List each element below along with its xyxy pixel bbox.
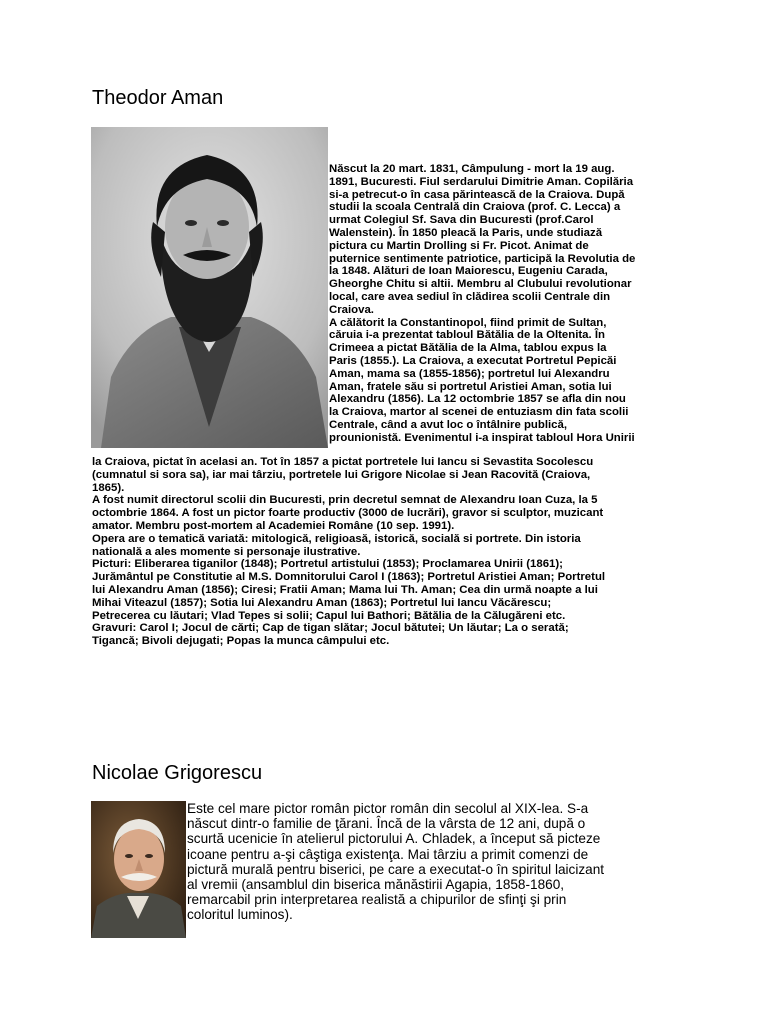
aman-bio-full: [92, 456, 605, 648]
bio-line: Petrecerea cu lăutari; Vlad Tepes si solii; Capul lui Bathori; Bătălia de la Călugăreni etc.: [92, 609, 566, 622]
aman-bio-right: [329, 163, 635, 445]
bio-line: Crimeea a pictat Bătălia de la Alma, tablou expus la: [329, 342, 607, 355]
bio-line: Născut la 20 mart. 1831, Câmpulung - mort la 19 aug.: [329, 163, 615, 175]
bio-line: 1891, Bucuresti. Fiul serdarului Dimitrie Aman. Copilăria: [329, 175, 634, 188]
bio-line: Tigancă; Bivoli dejugati; Popas la munca câmpului etc.: [92, 635, 390, 648]
bio-line: Aman, mama sa (1855-1856); portretul lui Alexandru: [329, 367, 610, 380]
bio-line: pictură murală pentru biserici, pe care a executat-o în spiritul laicizant: [187, 861, 605, 877]
bio-line: urmat Colegiul Sf. Sava din Bucuresti (prof.Carol: [329, 214, 594, 227]
bio-line: Gheorghe Chitu si altii. Membru al Clubului revolutionar: [329, 278, 632, 291]
bio-line: si-a petrecut-o în casa părintească de la Craiova. După: [329, 188, 625, 201]
bio-line: octombrie 1864. A fost un pictor foarte productiv (3000 de lucrări), gravor si sculptor, muzicant: [92, 507, 604, 520]
grigorescu-bio: [187, 801, 604, 923]
bio-line: Mihai Viteazul (1857); Sotia lui Alexandru Aman (1863); Portretul lui Iancu Văcărescu;: [92, 596, 552, 609]
bio-line: al vremii (ansamblul din biserica mănăstirii Agapia, 1858-1860,: [187, 876, 565, 892]
bio-line: Aman, fratele său si portretul Aristiei Aman, sotia lui: [329, 380, 612, 393]
aman-portrait: [91, 127, 328, 448]
bio-line: (cumnatul si sora sa), iar mai târziu, portretele lui Grigore Nicolae si Jean Racovită (Craiova,: [92, 468, 591, 481]
bio-line: Opera are o tematică variată: mitologică, religioasă, istorică, socială si portrete. Din istoria: [92, 532, 581, 545]
bio-line: Walenstein). În 1850 pleacă la Paris, unde studiază: [329, 226, 603, 239]
grigorescu-portrait: [91, 801, 186, 938]
bio-line: icoane pentru a-şi câştiga existenţa. Mai târziu a primit comenzi de: [187, 846, 589, 862]
bio-line: A călătorit la Constantinopol, fiind primit de Sultan,: [329, 316, 607, 329]
bio-line: local, care avea sediul în clădirea scolii Centrale din: [329, 290, 611, 303]
bio-line: studii la scoala Centrală din Craiova (prof. C. Lecca) a: [329, 201, 621, 214]
bio-line: Picturi: Eliberarea tiganilor (1848); Portretul artistului (1853); Proclamarea Unirii (1861);: [92, 558, 563, 571]
bio-line: născut dintr-o familie de ţărani. Încă de la vârsta de 12 ani, după o: [187, 816, 586, 832]
bio-line: Gravuri: Carol I; Jocul de cărti; Cap de tigan slătar; Jocul bătutei; Un lăutar; La o serată;: [92, 622, 569, 635]
bio-line: la 1848. Alături de Ioan Maiorescu, Eugeniu Carada,: [329, 265, 608, 278]
bio-line: la Craiova, pictat în acelasi an. Tot în 1857 a pictat portretele lui Iancu si Sevastita Socolescu: [92, 456, 594, 468]
bio-line: căruia i-a prezentat tabloul Bătălia de la Oltenita. În: [329, 329, 605, 342]
aman-title: Theodor Aman: [92, 87, 224, 109]
bio-line: 1865).: [92, 481, 125, 494]
bio-line: puternice sentimente patriotice, participă la Revolutia de: [329, 252, 636, 265]
grigorescu-title: Nicolae Grigorescu: [92, 762, 263, 784]
bio-line: natională a ales momente si personaje ilustrative.: [92, 545, 361, 558]
bio-line: coloritul luminos).: [187, 907, 293, 923]
bio-line: Centrale, când a avut loc o întâlnire publică,: [329, 418, 567, 431]
bio-line: la Craiova, martor al scenei de entuziasm din fata scolii: [329, 406, 629, 419]
bio-line: Jurământul pe Constitutie al M.S. Domnitorului Carol I (1863); Portretul Aristiei Aman; Portretul: [92, 571, 606, 584]
bio-line: Craiova.: [329, 303, 374, 316]
bio-line: remarcabil prin interpretarea realistă a chipurilor de sfinţi şi prin: [187, 892, 567, 908]
bio-line: Alexandru (1856). La 12 octombrie 1857 se afla din nou: [329, 393, 626, 406]
bio-line: scurtă ucenicie în atelierul pictorului A. Chladek, a început să picteze: [187, 831, 601, 847]
bio-line: pictura cu Martin Drolling si Fr. Picot. Animat de: [329, 239, 589, 252]
bio-line: lui Alexandru Aman (1856); Ciresi; Fratii Aman; Mama lui Th. Aman; Cea din urmă noapte a lui: [92, 583, 598, 596]
bio-line: Paris (1855.). La Craiova, a executat Portretul Pepicăi: [329, 354, 617, 367]
bio-line: prounionistă. Evenimentul i-a inspirat tabloul Hora Unirii: [329, 431, 635, 444]
bio-line: amator. Membru post-mortem al Academiei Române (10 sep. 1991).: [92, 519, 455, 532]
bio-line: A fost numit directorul scolii din Bucuresti, prin decretul semnat de Alexandru Ioan Cuza, la 5: [92, 494, 598, 507]
bio-line: Este cel mare pictor român pictor român din secolul al XIX-lea. S-a: [187, 801, 589, 816]
